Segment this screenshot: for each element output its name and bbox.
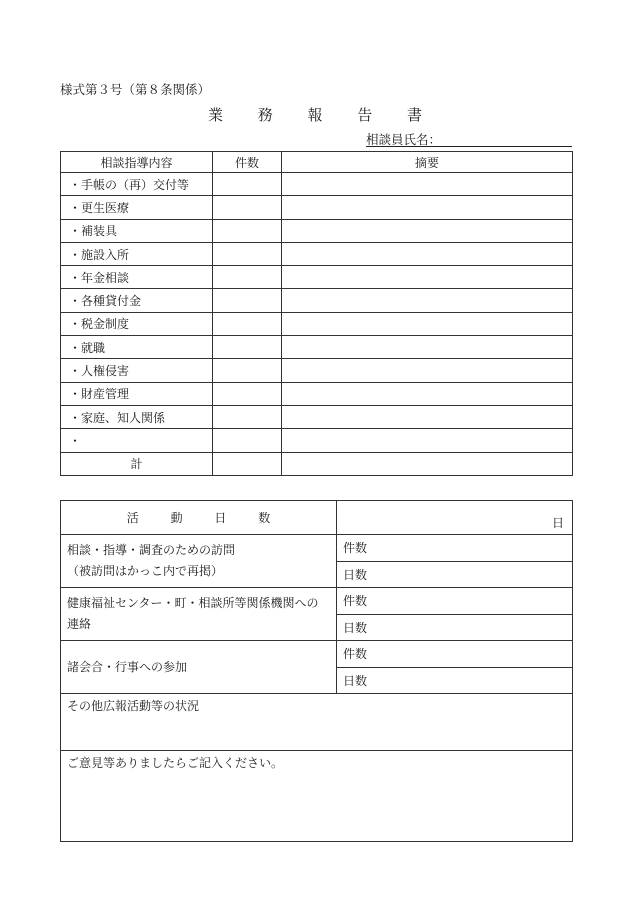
visit-count-cell[interactable]: 件数 <box>337 535 573 562</box>
liaison-label-line1: 健康福祉センター・町・相談所等関係機関への <box>67 596 319 610</box>
table-row <box>61 219 573 242</box>
item-label: ・家庭、知人関係 <box>61 405 213 428</box>
consultant-name-field[interactable] <box>366 130 572 147</box>
count-cell[interactable] <box>213 312 282 335</box>
table-row <box>61 266 573 289</box>
summary-cell[interactable] <box>282 312 573 335</box>
header-count: 件数 <box>213 152 282 173</box>
consultation-summary-table <box>60 151 573 476</box>
table-row <box>61 289 573 312</box>
meeting-label <box>61 641 337 694</box>
table-row <box>61 359 573 382</box>
total-row <box>61 452 573 475</box>
count-cell[interactable] <box>213 359 282 382</box>
comments-field[interactable] <box>61 751 573 842</box>
header-summary: 摘要 <box>282 152 573 173</box>
visit-label-line2: （被訪問はかっこ内で再掲） <box>67 564 224 578</box>
meeting-days-cell[interactable]: 日数 <box>337 667 573 694</box>
count-cell[interactable] <box>213 405 282 428</box>
activity-table <box>60 500 573 842</box>
meeting-count-cell[interactable]: 件数 <box>337 641 573 668</box>
item-label: ・更生医療 <box>61 196 213 219</box>
liaison-count-row <box>61 588 573 615</box>
summary-cell[interactable] <box>282 196 573 219</box>
item-label: ・各種貸付金 <box>61 289 213 312</box>
activity-days-row <box>61 501 573 535</box>
comments-label: ご意見等ありましたらご記入ください。 <box>67 756 284 770</box>
table-row <box>61 242 573 265</box>
count-cell[interactable] <box>213 429 282 452</box>
item-label: ・施設入所 <box>61 242 213 265</box>
table-row <box>61 382 573 405</box>
count-cell[interactable] <box>213 242 282 265</box>
item-label: ・税金制度 <box>61 312 213 335</box>
activity-days-label: 活 動 日 数 <box>61 501 337 535</box>
total-label: 計 <box>61 452 213 475</box>
item-label: ・補装具 <box>61 219 213 242</box>
pr-activity-field[interactable] <box>61 694 573 751</box>
item-label: ・手帳の（再）交付等 <box>61 173 213 196</box>
count-cell[interactable] <box>213 336 282 359</box>
summary-header-row <box>61 152 573 173</box>
consultant-name-label: 相談員氏名： <box>366 132 442 147</box>
count-cell[interactable] <box>213 173 282 196</box>
table-row <box>61 312 573 335</box>
liaison-count-cell[interactable]: 件数 <box>337 588 573 615</box>
summary-cell[interactable] <box>282 429 573 452</box>
visit-label <box>61 535 337 588</box>
visit-days-cell[interactable]: 日数 <box>337 561 573 588</box>
table-row <box>61 196 573 219</box>
liaison-days-cell[interactable]: 日数 <box>337 614 573 641</box>
summary-cell[interactable] <box>282 219 573 242</box>
count-cell[interactable] <box>213 219 282 242</box>
liaison-label <box>61 588 337 641</box>
total-summary-cell[interactable] <box>282 452 573 475</box>
comments-row <box>61 751 573 842</box>
item-label: ・ <box>61 429 213 452</box>
meeting-count-row <box>61 641 573 668</box>
summary-cell[interactable] <box>282 405 573 428</box>
summary-cell[interactable] <box>282 359 573 382</box>
count-cell[interactable] <box>213 196 282 219</box>
count-cell[interactable] <box>213 382 282 405</box>
document-title: 業 務 報 告 書 <box>207 106 438 124</box>
table-row <box>61 405 573 428</box>
summary-cell[interactable] <box>282 382 573 405</box>
liaison-label-line2: 連絡 <box>67 617 92 631</box>
total-count-cell[interactable] <box>213 452 282 475</box>
form-number: 様式第３号（第８条関係） <box>60 82 211 97</box>
item-label: ・年金相談 <box>61 266 213 289</box>
summary-cell[interactable] <box>282 336 573 359</box>
item-label: ・財産管理 <box>61 382 213 405</box>
count-cell[interactable] <box>213 289 282 312</box>
header-content: 相談指導内容 <box>61 152 213 173</box>
visit-count-row <box>61 535 573 562</box>
meeting-label-line1: 諸会合・行事への参加 <box>67 659 188 674</box>
table-row <box>61 336 573 359</box>
table-row <box>61 173 573 196</box>
item-label: ・就職 <box>61 336 213 359</box>
summary-cell[interactable] <box>282 266 573 289</box>
visit-label-line1: 相談・指導・調査のための訪問 <box>67 543 236 557</box>
pr-activity-row <box>61 694 573 751</box>
summary-cell[interactable] <box>282 173 573 196</box>
pr-activity-label: その他広報活動等の状況 <box>67 699 200 713</box>
summary-cell[interactable] <box>282 289 573 312</box>
item-label: ・人権侵害 <box>61 359 213 382</box>
days-unit: 日 <box>551 516 564 530</box>
summary-cell[interactable] <box>282 242 573 265</box>
activity-days-cell[interactable] <box>337 501 573 535</box>
table-row <box>61 429 573 452</box>
count-cell[interactable] <box>213 266 282 289</box>
